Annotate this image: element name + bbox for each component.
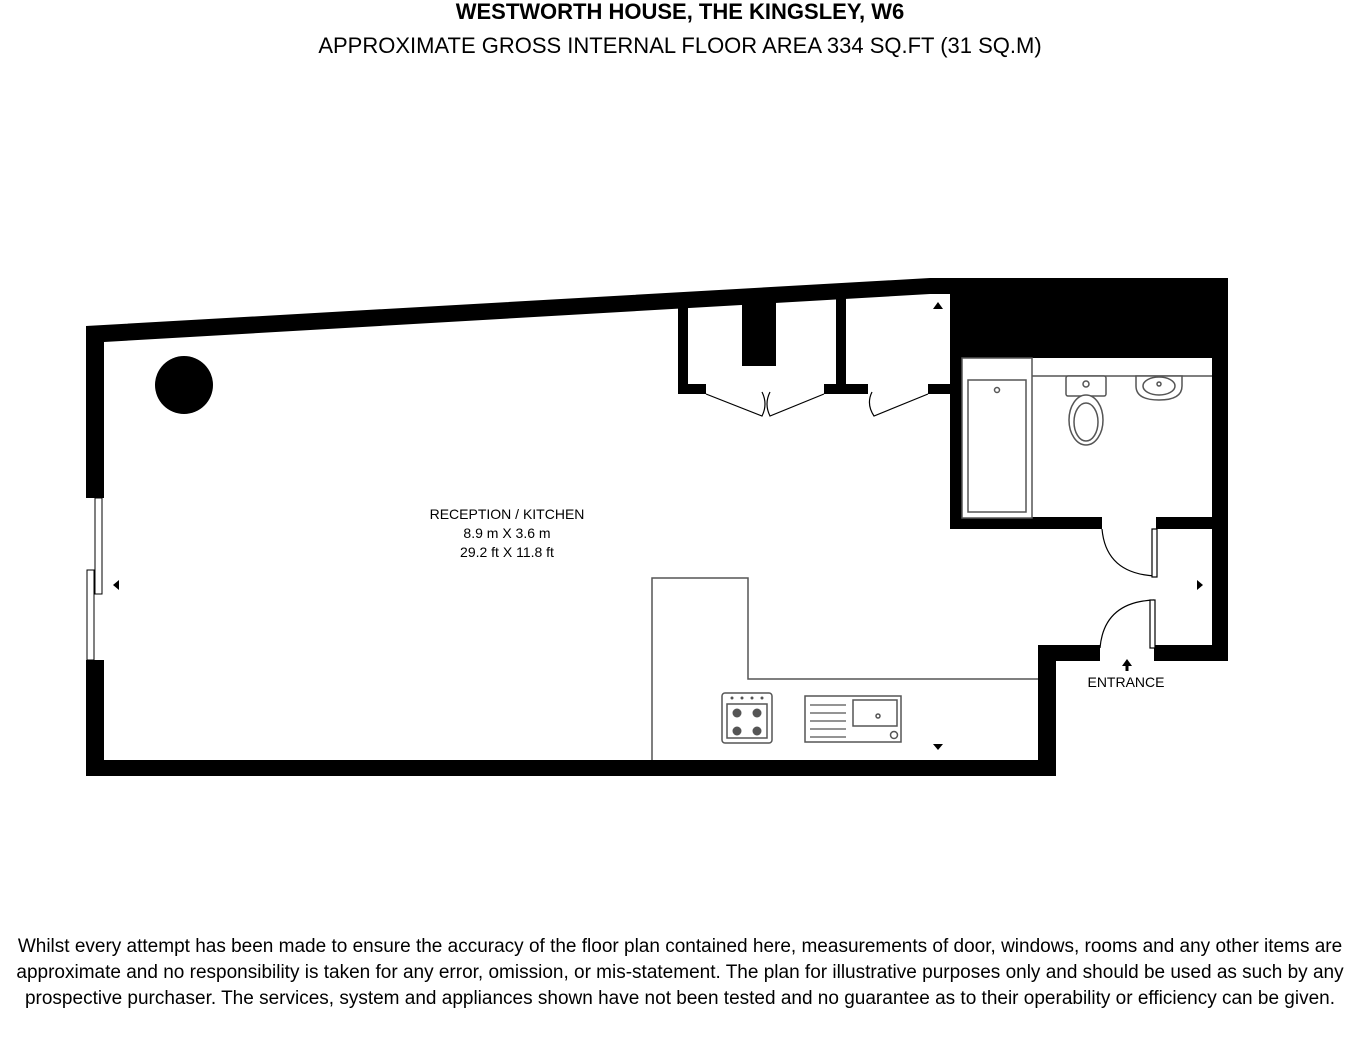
marker-left [113,580,119,590]
bathroom-sink [1136,376,1182,400]
cupboard-wall-left-base [678,384,706,394]
room-size-imperial: 29.2 ft X 11.8 ft [460,544,554,560]
kitchen-sink [805,696,901,742]
solid-block [952,278,1228,358]
structural-column [155,356,213,414]
outer-walls [86,278,1228,776]
marker-bottom [933,744,943,750]
cupboard-doors [706,392,928,416]
floor-area-subtitle: APPROXIMATE GROSS INTERNAL FLOOR AREA 334 SQ.FT (31 SQ.M) [318,33,1042,58]
step-wall-horizontal [1038,645,1100,661]
room-size-metric: 8.9 m X 3.6 m [463,525,551,541]
bathroom-bottom-wall-left [950,517,1102,529]
cupboard-wall-mid [836,298,846,394]
left-wall-upper [86,326,104,498]
bathroom-left-wall [950,294,962,528]
top-wall [86,278,952,342]
bathroom-door [1102,529,1157,577]
cupboard-wall-mid-base [824,384,868,394]
bottom-wall [86,760,1056,776]
room-name: RECEPTION / KITCHEN [429,506,585,522]
step-wall-vertical [1038,645,1056,776]
entrance-label: ENTRANCE [1087,674,1165,690]
cupboard-wall-right-base [928,384,952,394]
bathroom-bottom-wall-right [1156,517,1226,529]
left-window [87,498,102,660]
marker-right [1197,580,1203,590]
marker-top [933,302,943,309]
disclaimer: Whilst every attempt has been made to ensure the accuracy of the floor plan contained here, measurements of door, windows, rooms and any other items are approximate and no responsibility is taken for any error, omission, or mis-statement. The plan for illustrative purposes only and should be used as such by any prospective purchaser. The services, system and appliances shown have not been tested and no guarantee as to their operability or efficiency can be given. [16,936,1344,1009]
entrance-arrow-icon [1122,659,1132,671]
hob [722,693,772,743]
left-wall-lower [86,660,104,776]
bathtub [962,358,1032,518]
cupboard-wall-left [678,308,688,394]
plan-title: WESTWORTH HOUSE, THE KINGSLEY, W6 [455,0,905,24]
chimney-block [742,300,776,366]
toilet [1066,376,1106,445]
entrance-door [1100,600,1155,648]
